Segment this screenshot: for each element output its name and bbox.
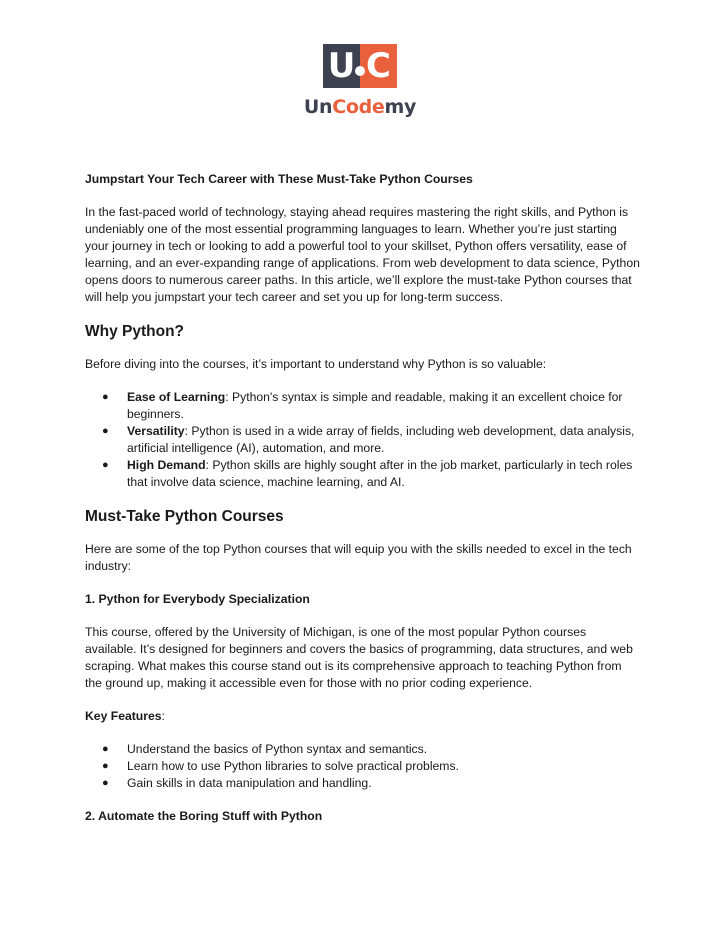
list-item: ● High Demand: Python skills are highly sought after in the job market, particularly in tech roles that involve data science, machine learning, and AI. — [102, 458, 633, 489]
logo-letter-u: U — [323, 44, 360, 88]
uncodemy-logo — [302, 44, 418, 124]
bullet-icon: ● — [102, 743, 109, 755]
logo-mark — [323, 44, 397, 88]
logo-dot — [355, 66, 365, 76]
list-item: ● Learn how to use Python libraries to solve practical problems. — [102, 759, 459, 773]
list-item: ● Versatility: Python is used in a wide array of fields, including web development, data analysis, artificial intelligence (AI), automation, and more. — [102, 424, 635, 455]
why-python-lead: Before diving into the courses, it’s important to understand why Python is so valuable: — [85, 357, 547, 371]
bullet-icon: ● — [102, 777, 109, 789]
list-item: ● Ease of Learning: Python's syntax is simple and readable, making it an excellent choice for beginners. — [102, 390, 623, 421]
course-1-description: This course, offered by the University of Michigan, is one of the most popular Python courses available. It’s designed for beginners and covers the basics of programming, data structures, and web scraping. What makes this course stand out is its comprehensive approach to teaching Python from the ground up, making it accessible even for those with no prior coding experience. — [85, 625, 633, 690]
course-1-title: 1. Python for Everybody Specialization — [85, 592, 310, 606]
course-2-title: 2. Automate the Boring Stuff with Python — [85, 809, 323, 823]
courses-lead: Here are some of the top Python courses that will equip you with the skills needed to excel in the tech industry: — [85, 542, 632, 573]
logo-letter-c: C — [360, 44, 397, 88]
bullet-icon: ● — [102, 425, 109, 437]
intro-paragraph: In the fast-paced world of technology, staying ahead requires mastering the right skills, and Python is undeniably one of the most essential programming languages to learn. Whether you’re just starting your journey in tech or looking to add a powerful tool to your skillset, Python offers versatility, ease of learning, and an ever-expanding range of applications. From web development to data science, Python opens doors to numerous career paths. In this article, we’ll explore the must-take Python courses that will help you jumpstart your tech career and set you up for long-term success. — [85, 205, 640, 304]
key-features-label: Key Features: — [85, 709, 165, 723]
document-body — [85, 171, 640, 841]
course-1-features-list — [85, 741, 640, 792]
courses-heading: Must-Take Python Courses — [85, 508, 284, 525]
document-title: Jumpstart Your Tech Career with These Must-Take Python Courses — [85, 172, 473, 186]
why-python-heading: Why Python? — [85, 323, 185, 340]
why-python-list — [85, 389, 640, 491]
list-item: ● Gain skills in data manipulation and handling. — [102, 776, 372, 790]
bullet-icon: ● — [102, 760, 109, 772]
bullet-icon: ● — [102, 391, 109, 403]
bullet-icon: ● — [102, 459, 109, 471]
logo-wordmark: UnCodemy — [303, 96, 417, 118]
list-item: ● Understand the basics of Python syntax and semantics. — [102, 742, 428, 756]
